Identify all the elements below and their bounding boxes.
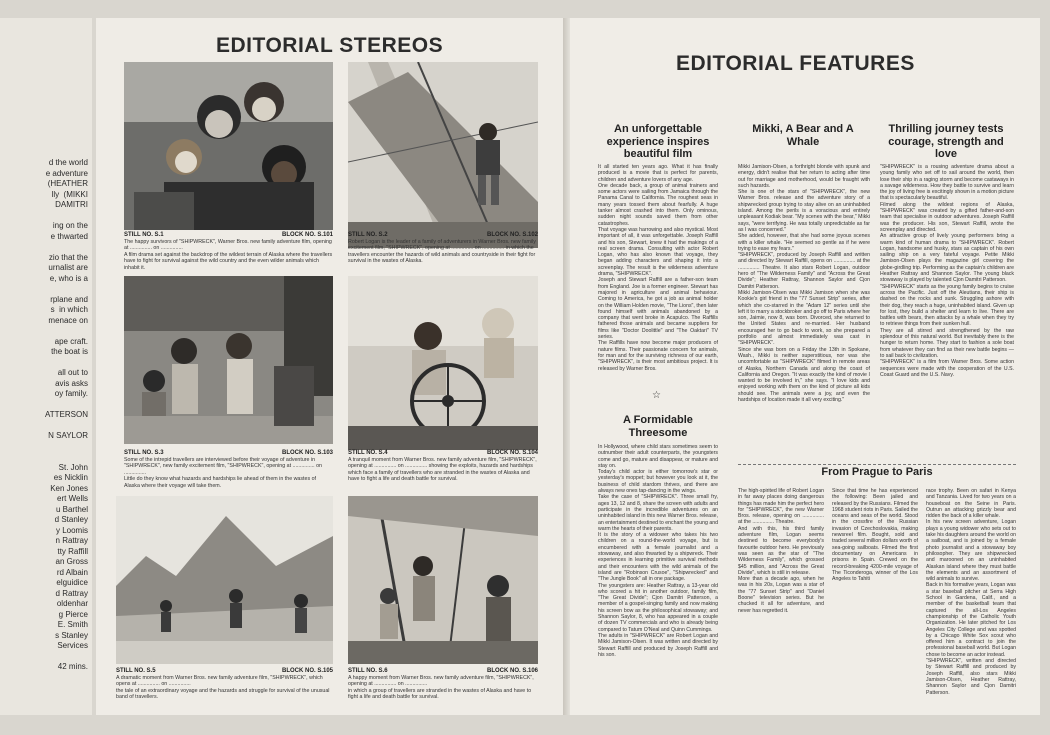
block-number-1: BLOCK NO. S.101 — [281, 232, 333, 238]
still-number-3: STILL NO. S.3 — [124, 450, 164, 456]
previous-page-strip — [0, 18, 92, 715]
strip-line: DAMITRI — [55, 200, 88, 209]
still-photo-3 — [124, 276, 333, 444]
strip-line: u Barthel — [55, 504, 88, 514]
strip-line — [2, 211, 88, 222]
still-caption-6: A happy moment from Warner Bros. new family adventure film, "SHIPWRECK", opening at ............... on ............... in which a group of travellers are stranded in the wastes of Alaska and have to fight a life and death battle for survival. — [348, 675, 534, 701]
strip-line: e, who is a — [49, 273, 88, 283]
editorial-features-page — [570, 18, 1040, 715]
strip-line — [2, 421, 88, 432]
strip-line: d the world — [48, 158, 88, 167]
strip-line: Services — [57, 641, 88, 650]
page-title: EDITORIAL STEREOS — [216, 34, 444, 57]
still-caption-2: Robert Logan is the leader of a family of adventurers in Warner Bros. new family excitement film, "SHIPWRECK", opening at ............... on ............... in which the travellers encounter the hazards of wild animals and countryside in their fight for survival in the wastes of Alaska. — [348, 239, 536, 265]
still-caption-4: A tranquil moment from Warner Bros. new family adventure film, "SHIPWRECK", opening at ............... on ............... showing the exploits, hazards and hardships which face a family of travellers who are stranded in the wastes of Alaska and have to fight a life and death battle for survival. — [348, 457, 537, 483]
strip-line: lly (MIKKI — [51, 189, 88, 199]
article-heading-threesome: A Formidable Threesome — [623, 414, 693, 439]
still-photo-2 — [348, 62, 538, 248]
strip-line: E. Smith — [57, 620, 88, 629]
strip-line: rd Albain — [56, 567, 88, 577]
still-number-5: STILL NO. S.5 — [116, 668, 156, 674]
still-caption-3: Some of the intrepid travellers are interviewed before their voyage of adventure in "SHIPWRECK", new family excitement film, "SHIPWRECK", opening at ............... on ............... Little do they know what hazards and hardships lie ahead of them in the wastes of Alaska where their voyage will take them. — [124, 457, 322, 489]
strip-line: the boat is — [51, 347, 88, 356]
editorial-stereos-page — [96, 18, 564, 715]
block-number-4: BLOCK NO. S.104 — [486, 450, 538, 456]
strip-line: n Rattray — [55, 536, 88, 545]
strip-line: rplane and — [50, 294, 88, 304]
strip-line: menace on — [48, 315, 88, 325]
article-heading-prague: From Prague to Paris — [821, 466, 933, 478]
block-number-6: BLOCK NO. S.106 — [486, 668, 538, 674]
strip-line — [2, 284, 88, 295]
article-body-thrilling: "SHIPWRECK" is a rousing adventure drama about a young family who set off to sail around the world, then lose their ship in a raging storm and become castaways in a savage wilderness. How they battle to survive and learn the joy of living free is excitingly shown in a motion picture that is spectacularly beautiful. Filmed along the wildest regions of Alaska, "SHIPWRECK" was created by a gifted father-and-son team that specialise in outdoor adventures. Joseph Raffill was the producer. His son, Stewart Raffill, wrote the screenplay and directed. An attractive group of lively young performers bring a warm kind of human drama to "SHIPWRECK". Robert Logan, handsome and husky, stars as captain of his own sailing ship on a very fateful voyage. Petite Mikki Jamison-Olsen plays the magazine girl covering the globe-girdling trip. Performing as the captain's children are Heather Rattray and Shannon Saylor. The young black stowaway is played by talented Cjon Damitri Patterson. "SHIPWRECK" starts as the young family begins to cruise across the Pacific. Just off the Aleutians, their ship is dashed on the rocks and sunk. Struggling ashore with their dog, they reach a huge, uninhabited island. Given up for lost, they build a shelter and learn to live. There are battles with bears, then attacks by a whale when they try to retrieve things from their sunken hull. They are all stirred and strengthened by the raw splendour of this natural world. But inevitably there is the hunger to return home. They start to fashion a sole boat from whatever they can find as their new battle begins — to sail back to civilization. "SHIPWRECK" is a film from Warner Bros. Some action sequences were made with the cooperation of the U.S. Coast Guard and the U.S. Navy. — [880, 164, 1014, 378]
strip-line: y Loomis — [55, 525, 88, 535]
strip-line: ATTERSON — [45, 410, 88, 419]
strip-line: s Stanley — [55, 630, 88, 640]
still-number-4: STILL NO. S.4 — [348, 450, 388, 456]
star-divider: ☆ — [652, 390, 661, 401]
block-number-5: BLOCK NO. S.105 — [281, 668, 333, 674]
still-number-1: STILL NO. S.1 — [124, 232, 164, 238]
strip-line: tty Raffill — [57, 546, 88, 556]
strip-line — [2, 400, 88, 411]
strip-line: zio that the — [48, 252, 88, 262]
strip-line: 42 mins. — [57, 662, 88, 671]
strip-line: (HEATHER — [47, 179, 88, 188]
strip-line: e adventure — [45, 168, 88, 178]
strip-line: avis asks — [55, 378, 88, 388]
strip-line — [2, 452, 88, 463]
strip-line: all out to — [57, 368, 88, 377]
strip-line: ape craft. — [54, 336, 88, 346]
still-photo-4 — [348, 276, 538, 450]
strip-line: oy family. — [54, 389, 88, 398]
strip-line: d Stanley — [54, 515, 88, 524]
strip-line — [2, 358, 88, 369]
strip-line — [2, 242, 88, 253]
still-photo-5 — [116, 496, 333, 664]
article-body-prague-b: Since that time he has experienced the following: Been jailed and released by the Russians. Filmed the 1968 student riots in Paris. Sailed the oceans and seas of the world. Stood in the crossfire of the Russian invasion of Czechoslovakia, making newsreel film. Bought, sold and traded several million dollars worth of sea-going sailboats. Filmed the first documentary on Americans in prisons in Spain. Crewed on the record-breaking 4200-mile voyage of The Ticonderoga, winner of the Los Angeles to Tahiti — [832, 488, 918, 583]
strip-line — [2, 326, 88, 337]
strip-line: urnalist are — [48, 263, 88, 272]
strip-line: oldenhar — [56, 599, 88, 608]
article-body-threesome: In Hollywood, where child stars sometimes seem to outnumber their adult counterparts, the youngsters come and go, mature and disappear, or mature and stay on. Today's child actor is either tomorrow's star or yesterday's moppet; but however you look at it, the business of child stardom thrives, and there are always new ones tap-dancing in the wings. Take the case of "SHIPWRECK". Three small fry, ages 13, 12 and 8, share the screen with adults and participate in the incredible adventures on an uninhabited island in this new Warner Bros. release, an entertainment destined to enchant the young and warm the hearts of their parents. It is the story of a widower who takes his two children on a round-the-world voyage, but is encumbered with a female journalist and a stowaway, and also thwarted by a shipwreck. Their experiences in learning primitive survival methods and their encounters with the wild animals of the island are "Robinson Crusoe", "Shipwrecked" and "The Jungle Book" all in one package. The youngsters are: Heather Rattray, a 13-year old who scored a hit in another outdoor, family film, "The Great Divide"; Cjon Damitri Patterson, a member of a gospel-singing family and now making his screen bow as the philosophical stowaway; and Shannon Saylor, 8, who has appeared in a couple of dozen TV commercials and who is already being compared to Tatum O'Neal and Quinn Cummings. The adults in "SHIPWRECK" are Robert Logan and Mikki Jamison-Olsen. It was written and directed by Stewart Raffill and produced by Joseph Raffill and his son. — [598, 444, 718, 658]
still-caption-1: The happy survivors of "SHIPWRECK", Warner Bros. new family adventure film, opening at ............... on ............... A film drama set against the backdrop of the wildest terrain of Alaska where the travellers have to fight for survival against the wild country and the even wilder animals which inhabit it. — [124, 239, 333, 271]
strip-line: ing on the — [52, 221, 88, 230]
strip-line — [2, 652, 88, 663]
article-heading-unforgettable: An unforgettable experience inspires beautiful film — [606, 123, 710, 160]
section-divider — [738, 464, 1016, 465]
strip-line: e thwarted — [50, 231, 88, 241]
strip-line: St. John — [58, 462, 88, 472]
strip-line: es Nicklin — [53, 473, 88, 482]
article-body-mikki: Mikki Jamison-Olsen, a forthright blonde with spunk and energy, didn't realise that her return to acting after time out for marriage and motherhood, would be fraught with such hazards. She is one of the stars of "SHIPWRECK", the new Warner Bros. release and the adventure story of a shipwrecked group trying to stay alive on an uninhabited island. Among the perils is a voracious and entirely unpleasant Kodiak bear. "My scenes with the bear," Mikki says, "were terrifying. He was totally unpredictable as far as I was concerned." She added, however, that she had some joyous scenes with a killer whale. "He seemed so gentle as if he were trying to ease my fears." "SHIPWRECK", produced by Joseph Raffill and written and directed by Stewart Raffill, opens on ............... at the ............... Theatre. It also stars Robert Logan, outdoor hero of "The Wilderness Family" and "Across the Great Divide"; Heather Rattray, Shannon Saylor and Cjon Damitri Patterson. Mikki Jamison-Olsen was Mikki Jamison when she was Kookie's girl friend in the "77 Sunset Strip" series, after which she co-starred in the "Adam 12" series until she left it to marry a stockbroker and go off to Paris where her son, Jaimie, now 8, was born. Divorced, she returned to the United States and re-married. Her husband encouraged her to go back to work, so she prepared a portfolio and almost immediately was cast in "SHIPWRECK". Since she was born on a Friday the 13th in Spokane, Wash., Mikki is neither superstitious, nor was she uncomfortable as "SHIPWRECK" filmed in remote areas of Alaska, Northern Canada and along the coast of California and Oregon. "It was exactly the kind of movie I wanted to be involved in," she says. "I love kids and enjoyed working with them on the kind of picture all kids should see. The animals were a joy, and even the hardships of location made it all very exciting." — [738, 164, 870, 403]
article-body-prague-c: race trophy. Been on safari in Kenya and Tanzania. Lived for two years on a houseboat on the Seine in Paris. Outrun an attacking grizzly bear and ridden the back of a killer whale. In his new screen adventure, Logan plays a young widower who sets out to take his daughters around the world on a sailboat, and is joined by a female photo journalist and a stowaway boy philosopher. They are shipwrecked and marooned on an uninhabited Alaskan island where they must battle the elements and an assortment of wild animals to survive. Back in his formative years, Logan was a star baseball pitcher at Serra High School in Gardena, Calif., and a member of the basketball team that captured the all-Los Angeles championship of the Catholic Youth Organization. He later pitched for Los Angeles City College and was spotted by a Chicago White Sox scout who offered him a contract to join the professional baseball world. But Logan chose to become an actor instead. "SHIPWRECK", written and directed by Stewart Raffill and produced by Joseph Raffill, also stars Mikki Jamison-Olsen, Heather Rattray, Shannon Saylor and Cjon Damitri Patterson. — [926, 488, 1016, 696]
strip-line: ert Wells — [57, 494, 88, 503]
block-number-2: BLOCK NO. S.102 — [486, 232, 538, 238]
strip-line: d Rattray — [55, 588, 88, 598]
block-number-3: BLOCK NO. S.103 — [281, 450, 333, 456]
strip-line — [2, 442, 88, 453]
still-caption-5: A dramatic moment from Warner Bros. new family adventure film, "SHIPWRECK", which opens at ............... on ............... the tale of an extraordinary voyage and the hazards and struggle for survival of the unusual band of travellers. — [116, 675, 330, 701]
strip-line: elguidice — [56, 578, 88, 587]
strip-line: Ken Jones — [50, 483, 88, 493]
article-heading-mikki: Mikki, A Bear and A Whale — [752, 123, 854, 148]
strip-line: N SAYLOR — [48, 431, 88, 440]
still-photo-1 — [124, 62, 333, 230]
strip-line: s in which — [50, 305, 88, 314]
previous-page-text — [2, 158, 88, 673]
article-heading-thrilling: Thrilling journey tests courage, strength and love — [888, 123, 1004, 160]
article-body-unforgettable: It all started ten years ago. What it has finally produced is a movie that is perfect for parents, children and adventure lovers of any age. One decade back, a group of animal trainers and some actors were sailing from Jamaica through the Panama Canal to California. The roughest seas in many years tossed them about fearfully. A huge tanker almost crashed into them. Only ominous, sudden night sounds saved them from other catastrophes. That voyage was harrowing and also mystical. Most important of all, it was unforgettable. Joseph Raffill and his son, Stewart, knew it had the makings of a real screen drama. Consulting with actor Robert Logan, who has also known that voyage, they began adding characters and shaping it into a screenplay. The result is the wilderness adventure drama, "SHIPWRECK". Joseph and Stewart Raffill are a father-son team from England. Joe is a former engineer. Stewart has majored in agriculture and animal behaviour. Coming to America, he got a job as animal holder on the William Holden movie, "The Lions", then later found himself with animals abandoned by a company that went broke in Acapulco. The Raffills fathered those animals and became suppliers for films like "Doctor Doolittle" and "The Oaktari" TV series. The Raffills have now become major producers of nature films. Their passionate concern for animals, for man and for the surviving richness of our earth, "SHIPWRECK", is their most ambitious project. It is released by Warner Bros. — [598, 164, 718, 372]
still-number-6: STILL NO. S.6 — [348, 668, 388, 674]
strip-line: an Gross — [55, 557, 88, 566]
still-photo-6 — [348, 496, 538, 664]
article-body-prague-a: The high-spirited life of Robert Logan in far away places doing dangerous things has made him the perfect hero for "SHIPWRECK", the new Warner Bros. release, opening on ............... at the ............... Theatre. And with this, his third family adventure film, Logan seems destined to become everybody's favourite outdoor hero. He previously was seen as the star of "The Wilderness Family", which grossed $45 million, and "Across the Great Divide", which is still in release. More than a decade ago, when he was in his 20s, Logan was a star of the "77 Sunset Strip" and "Daniel Boone" television series. But he chucked it all for adventure, and never has regretted it. — [738, 488, 824, 614]
strip-line: g Pierce — [58, 609, 88, 619]
still-number-2: STILL NO. S.2 — [348, 232, 388, 238]
page-title-features: EDITORIAL FEATURES — [676, 52, 915, 75]
